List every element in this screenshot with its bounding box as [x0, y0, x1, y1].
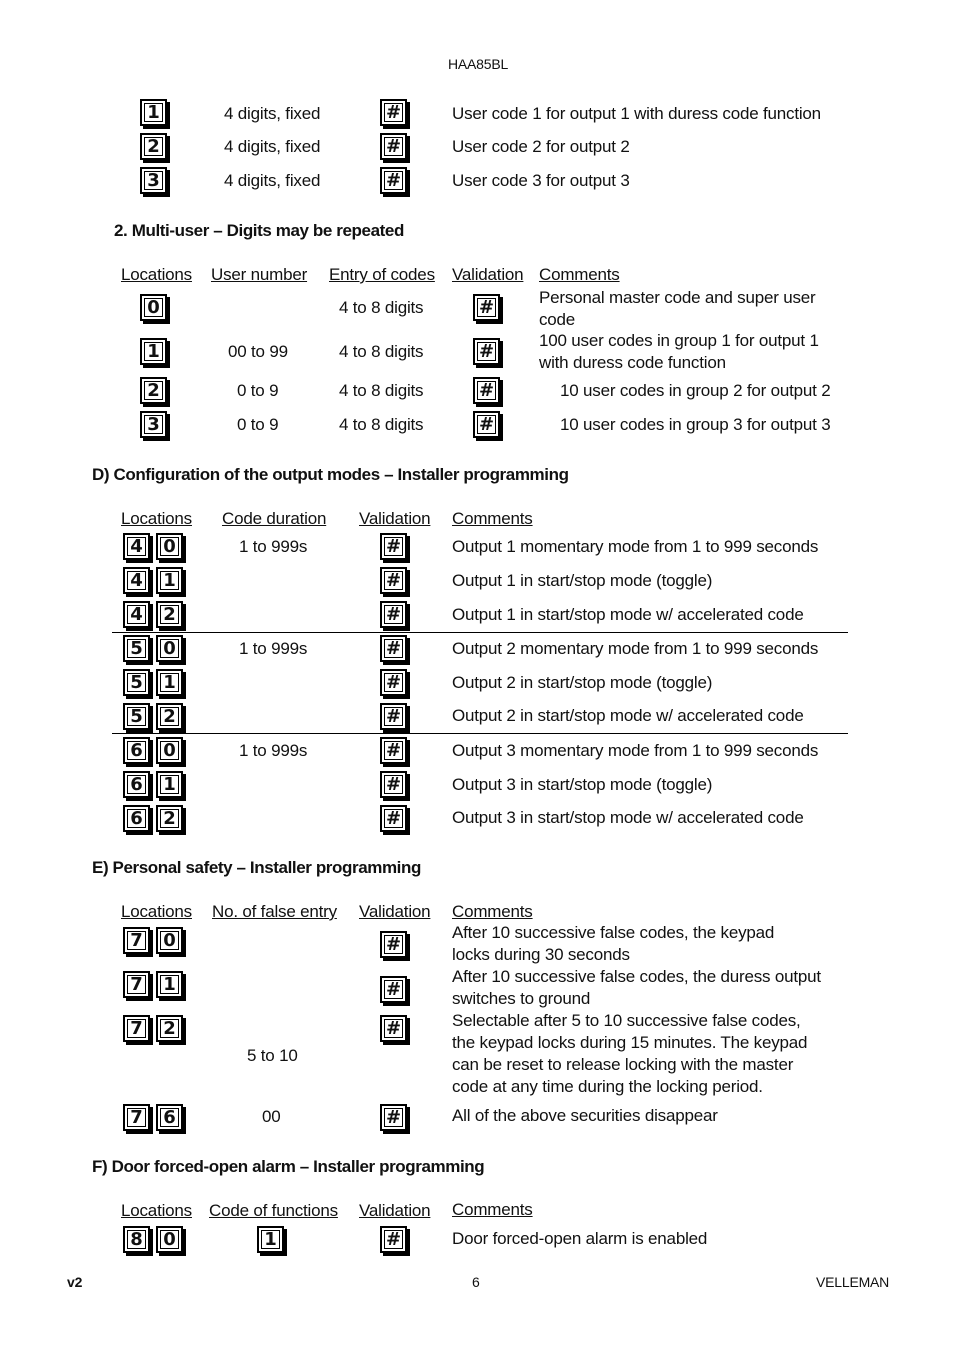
- column-header-validation: Validation: [452, 265, 524, 284]
- key-0-icon: 0: [156, 635, 183, 662]
- hash-key-icon: #: [380, 771, 407, 798]
- key-5-icon: 5: [123, 703, 150, 730]
- key-1-icon: 1: [156, 567, 183, 594]
- entry-text: 4 digits, fixed: [224, 104, 321, 123]
- key-2-icon: 2: [156, 805, 183, 832]
- user-number-text: 00 to 99: [228, 342, 288, 361]
- entry-text: 4 to 8 digits: [339, 415, 424, 434]
- key-8-icon: 8: [123, 1226, 150, 1253]
- hash-key-icon: #: [380, 635, 407, 662]
- hash-key-icon: #: [473, 377, 500, 404]
- comment-text: Output 3 momentary mode from 1 to 999 seconds: [452, 741, 819, 760]
- column-header-comments: Comments: [452, 902, 533, 921]
- comment-text: Output 1 momentary mode from 1 to 999 seconds: [452, 537, 819, 556]
- comment-text: User code 1 for output 1 with duress code function: [452, 104, 821, 123]
- entry-text: 4 to 8 digits: [339, 298, 424, 317]
- duration-text: 1 to 999s: [239, 639, 308, 658]
- key-2-icon: 2: [156, 1015, 183, 1042]
- comment-text: After 10 successive false codes, the duress output switches to ground: [452, 967, 821, 1008]
- key-2-icon: 2: [156, 601, 183, 628]
- key-2-icon: 2: [140, 133, 167, 160]
- comment-text: Output 3 in start/stop mode w/ accelerated code: [452, 808, 804, 827]
- key-7-icon: 7: [123, 1015, 150, 1042]
- key-7-icon: 7: [123, 927, 150, 954]
- entry-text: 4 digits, fixed: [224, 137, 321, 156]
- comment-text: Personal master code and super user code: [539, 288, 816, 329]
- key-1-icon: 1: [140, 99, 167, 126]
- column-header-duration: Code duration: [222, 509, 327, 528]
- section-title-door-alarm: F) Door forced-open alarm – Installer programming: [92, 1157, 485, 1176]
- hash-key-icon: #: [380, 533, 407, 560]
- hash-key-icon: #: [380, 601, 407, 628]
- entry-text: 4 to 8 digits: [339, 381, 424, 400]
- comment-text: 10 user codes in group 2 for output 2: [560, 381, 831, 400]
- key-0-icon: 0: [140, 294, 167, 321]
- hash-key-icon: #: [380, 737, 407, 764]
- comment-text: 10 user codes in group 3 for output 3: [560, 415, 831, 434]
- hash-key-icon: #: [380, 931, 407, 958]
- key-3-icon: 3: [140, 411, 167, 438]
- key-6-icon: 6: [123, 805, 150, 832]
- column-header-false-entry: No. of false entry: [212, 902, 337, 921]
- key-3-icon: 3: [140, 167, 167, 194]
- hash-key-icon: #: [380, 133, 407, 160]
- duration-text: 1 to 999s: [239, 537, 308, 556]
- comment-text: User code 3 for output 3: [452, 171, 630, 190]
- false-entry-value: 5 to 10: [247, 1046, 298, 1065]
- comment-text: After 10 successive false codes, the keypad locks during 30 seconds: [452, 923, 775, 964]
- key-2-icon: 2: [140, 377, 167, 404]
- key-0-icon: 0: [156, 1226, 183, 1253]
- comment-text: User code 2 for output 2: [452, 137, 630, 156]
- column-header-validation: Validation: [359, 902, 431, 921]
- hash-key-icon: #: [380, 669, 407, 696]
- entry-text: 4 to 8 digits: [339, 342, 424, 361]
- hash-key-icon: #: [380, 1104, 407, 1131]
- hash-key-icon: #: [380, 1226, 407, 1253]
- key-6-icon: 6: [123, 737, 150, 764]
- section-title-output-modes: D) Configuration of the output modes – Installer programming: [92, 465, 569, 484]
- column-header-user-number: User number: [211, 265, 308, 284]
- entry-text: 4 digits, fixed: [224, 171, 321, 190]
- hash-key-icon: #: [473, 338, 500, 365]
- comment-text: Selectable after 5 to 10 successive false codes, the keypad locks during 15 minutes. The keypad can be reset to release locking with the master code at any time during the locking period.: [452, 1011, 808, 1096]
- key-6-icon: 6: [156, 1104, 183, 1131]
- column-header-functions: Code of functions: [209, 1201, 338, 1220]
- comment-text: Output 1 in start/stop mode w/ accelerated code: [452, 605, 804, 624]
- row-divider: [112, 733, 848, 734]
- key-6-icon: 6: [123, 771, 150, 798]
- comment-text: 100 user codes in group 1 for output 1 with duress code function: [539, 331, 819, 372]
- comment-text: All of the above securities disappear: [452, 1106, 718, 1125]
- column-header-entry: Entry of codes: [329, 265, 435, 284]
- comment-text: Output 2 in start/stop mode w/ accelerated code: [452, 706, 804, 725]
- key-5-icon: 5: [123, 635, 150, 662]
- comment-text: Output 2 momentary mode from 1 to 999 seconds: [452, 639, 819, 658]
- hash-key-icon: #: [380, 167, 407, 194]
- comment-text: Output 3 in start/stop mode (toggle): [452, 775, 713, 794]
- hash-key-icon: #: [380, 99, 407, 126]
- hash-key-icon: #: [380, 805, 407, 832]
- key-5-icon: 5: [123, 669, 150, 696]
- document-model: HAA85BL: [448, 56, 509, 72]
- key-4-icon: 4: [123, 533, 150, 560]
- column-header-locations: Locations: [121, 509, 192, 528]
- comment-text: Door forced-open alarm is enabled: [452, 1229, 708, 1248]
- key-1-icon: 1: [156, 669, 183, 696]
- hash-key-icon: #: [380, 976, 407, 1003]
- column-header-validation: Validation: [359, 509, 431, 528]
- key-4-icon: 4: [123, 601, 150, 628]
- key-7-icon: 7: [123, 971, 150, 998]
- key-2-icon: 2: [156, 703, 183, 730]
- key-0-icon: 0: [156, 737, 183, 764]
- row-divider: [112, 632, 848, 633]
- key-7-icon: 7: [123, 1104, 150, 1131]
- section-title-personal-safety: E) Personal safety – Installer programming: [92, 858, 421, 877]
- footer-version: v2: [67, 1274, 83, 1290]
- key-1-icon: 1: [257, 1226, 284, 1253]
- column-header-comments: Comments: [452, 1200, 533, 1219]
- column-header-locations: Locations: [121, 1201, 192, 1220]
- false-entry-value: 00: [262, 1107, 281, 1126]
- duration-text: 1 to 999s: [239, 741, 308, 760]
- key-0-icon: 0: [156, 533, 183, 560]
- user-number-text: 0 to 9: [237, 381, 279, 400]
- comment-text: Output 1 in start/stop mode (toggle): [452, 571, 713, 590]
- hash-key-icon: #: [380, 703, 407, 730]
- page-number: 6: [472, 1274, 480, 1290]
- column-header-locations: Locations: [121, 902, 192, 921]
- hash-key-icon: #: [473, 294, 500, 321]
- column-header-validation: Validation: [359, 1201, 431, 1220]
- comment-text: Output 2 in start/stop mode (toggle): [452, 673, 713, 692]
- user-number-text: 0 to 9: [237, 415, 279, 434]
- hash-key-icon: #: [380, 567, 407, 594]
- hash-key-icon: #: [473, 411, 500, 438]
- key-1-icon: 1: [140, 338, 167, 365]
- key-0-icon: 0: [156, 927, 183, 954]
- key-4-icon: 4: [123, 567, 150, 594]
- key-1-icon: 1: [156, 771, 183, 798]
- hash-key-icon: #: [380, 1015, 407, 1042]
- key-1-icon: 1: [156, 971, 183, 998]
- column-header-comments: Comments: [452, 509, 533, 528]
- section-title-multi-user: 2. Multi-user – Digits may be repeated: [114, 221, 404, 240]
- column-header-comments: Comments: [539, 265, 620, 284]
- footer-brand: VELLEMAN: [816, 1274, 890, 1290]
- column-header-locations: Locations: [121, 265, 192, 284]
